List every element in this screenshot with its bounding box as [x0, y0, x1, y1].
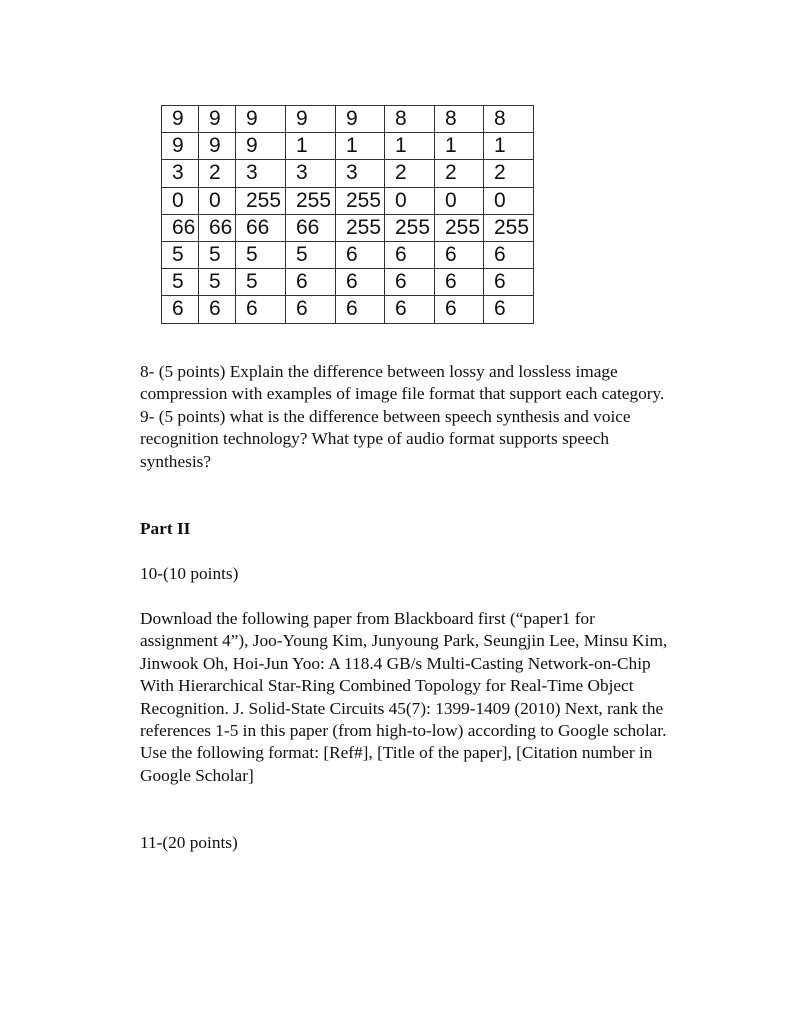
- table-cell: 255: [236, 187, 286, 214]
- table-cell: 6: [435, 241, 484, 268]
- table-cell: 255: [336, 187, 385, 214]
- table-cell: 5: [236, 269, 286, 296]
- table-cell: 3: [162, 160, 199, 187]
- table-row: [162, 214, 534, 241]
- table-cell: 9: [199, 133, 236, 160]
- table-cell: 3: [336, 160, 385, 187]
- table-cell: 0: [484, 187, 534, 214]
- table-cell: 6: [435, 269, 484, 296]
- question-10-text: Google Scholar]: [140, 765, 254, 785]
- table-cell: 3: [236, 160, 286, 187]
- table-cell: 66: [286, 214, 336, 241]
- table-cell: 9: [162, 106, 199, 133]
- table-cell: 5: [162, 241, 199, 268]
- table-cell: 6: [385, 269, 435, 296]
- table-cell: 6: [199, 296, 236, 323]
- table-cell: 5: [162, 269, 199, 296]
- table-cell: 6: [286, 269, 336, 296]
- table-cell: 2: [435, 160, 484, 187]
- table-row: [162, 106, 534, 133]
- table-cell: 66: [162, 214, 199, 241]
- table-row: [162, 133, 534, 160]
- table-cell: 2: [199, 160, 236, 187]
- question-8-text: compression with examples of image file format that support each category.: [140, 384, 665, 404]
- table-cell: 6: [336, 241, 385, 268]
- table-cell: 3: [286, 160, 336, 187]
- question-10-text: Use the following format: [Ref#], [Title of the paper], [Citation number in: [140, 743, 653, 763]
- table-cell: 8: [435, 106, 484, 133]
- question-10-text: references 1-5 in this paper (from high-to-low) according to Google scholar.: [140, 721, 667, 740]
- table-cell: 6: [484, 241, 534, 268]
- question-9-text: recognition technology? What type of audio format supports speech: [140, 429, 610, 449]
- table-cell: 1: [484, 133, 534, 160]
- table-cell: 9: [236, 106, 286, 133]
- question-10-text: With Hierarchical Star-Ring Combined Topology for Real-Time Object: [140, 676, 634, 696]
- table-cell: 6: [435, 296, 484, 323]
- question-8-text: 8- (5 points) Explain the difference between lossy and lossless image: [140, 362, 618, 381]
- table-cell: 9: [162, 133, 199, 160]
- table-cell: 255: [385, 214, 435, 241]
- table-cell: 6: [336, 296, 385, 323]
- table-cell: 9: [336, 106, 385, 133]
- table-cell: 0: [199, 187, 236, 214]
- table-cell: 9: [286, 106, 336, 133]
- table-cell: 2: [484, 160, 534, 187]
- question-11-heading: 11-(20 points): [140, 833, 238, 852]
- table-cell: 1: [286, 133, 336, 160]
- table-cell: 0: [435, 187, 484, 214]
- question-10-text: Recognition. J. Solid-State Circuits 45(7): 1399-1409 (2010) Next, rank the: [140, 698, 664, 718]
- table-cell: 66: [236, 214, 286, 241]
- table-cell: 255: [484, 214, 534, 241]
- table-row: [162, 160, 534, 187]
- table-cell: 255: [435, 214, 484, 241]
- table-cell: 6: [484, 296, 534, 323]
- table-cell: 8: [484, 106, 534, 133]
- table-cell: 1: [385, 133, 435, 160]
- table-cell: 5: [199, 241, 236, 268]
- table-cell: 0: [385, 187, 435, 214]
- question-10-text: assignment 4”), Joo-Young Kim, Junyoung Park, Seungjin Lee, Minsu Kim,: [140, 631, 668, 651]
- table-cell: 6: [385, 296, 435, 323]
- table-row: [162, 241, 534, 268]
- question-9-text: synthesis?: [140, 451, 212, 471]
- question-9-text: 9- (5 points) what is the difference between speech synthesis and voice: [140, 407, 631, 426]
- table-cell: 6: [236, 296, 286, 323]
- table-cell: 6: [286, 296, 336, 323]
- table-cell: 5: [199, 269, 236, 296]
- table-cell: 9: [199, 106, 236, 133]
- table-cell: 6: [336, 269, 385, 296]
- section-heading: Part II: [140, 519, 191, 538]
- table-row: [162, 296, 534, 323]
- question-10-text: Jinwook Oh, Hoi-Jun Yoo: A 118.4 GB/s Multi-Casting Network-on-Chip: [140, 653, 651, 673]
- question-10-heading: 10-(10 points): [140, 564, 239, 583]
- table-cell: 0: [162, 187, 199, 214]
- table-cell: 5: [286, 241, 336, 268]
- table-row: [162, 187, 534, 214]
- table-cell: 255: [336, 214, 385, 241]
- table-cell: 5: [236, 241, 286, 268]
- table-cell: 1: [435, 133, 484, 160]
- pixel-value-table: [161, 105, 534, 324]
- table-cell: 2: [385, 160, 435, 187]
- table-row: [162, 269, 534, 296]
- table-cell: 6: [484, 269, 534, 296]
- table-cell: 255: [286, 187, 336, 214]
- table-cell: 6: [162, 296, 199, 323]
- question-10-text: Download the following paper from Blackboard first (“paper1 for: [140, 609, 595, 628]
- table-cell: 8: [385, 106, 435, 133]
- table-cell: 1: [336, 133, 385, 160]
- table-cell: 6: [385, 241, 435, 268]
- table-cell: 66: [199, 214, 236, 241]
- table-cell: 9: [236, 133, 286, 160]
